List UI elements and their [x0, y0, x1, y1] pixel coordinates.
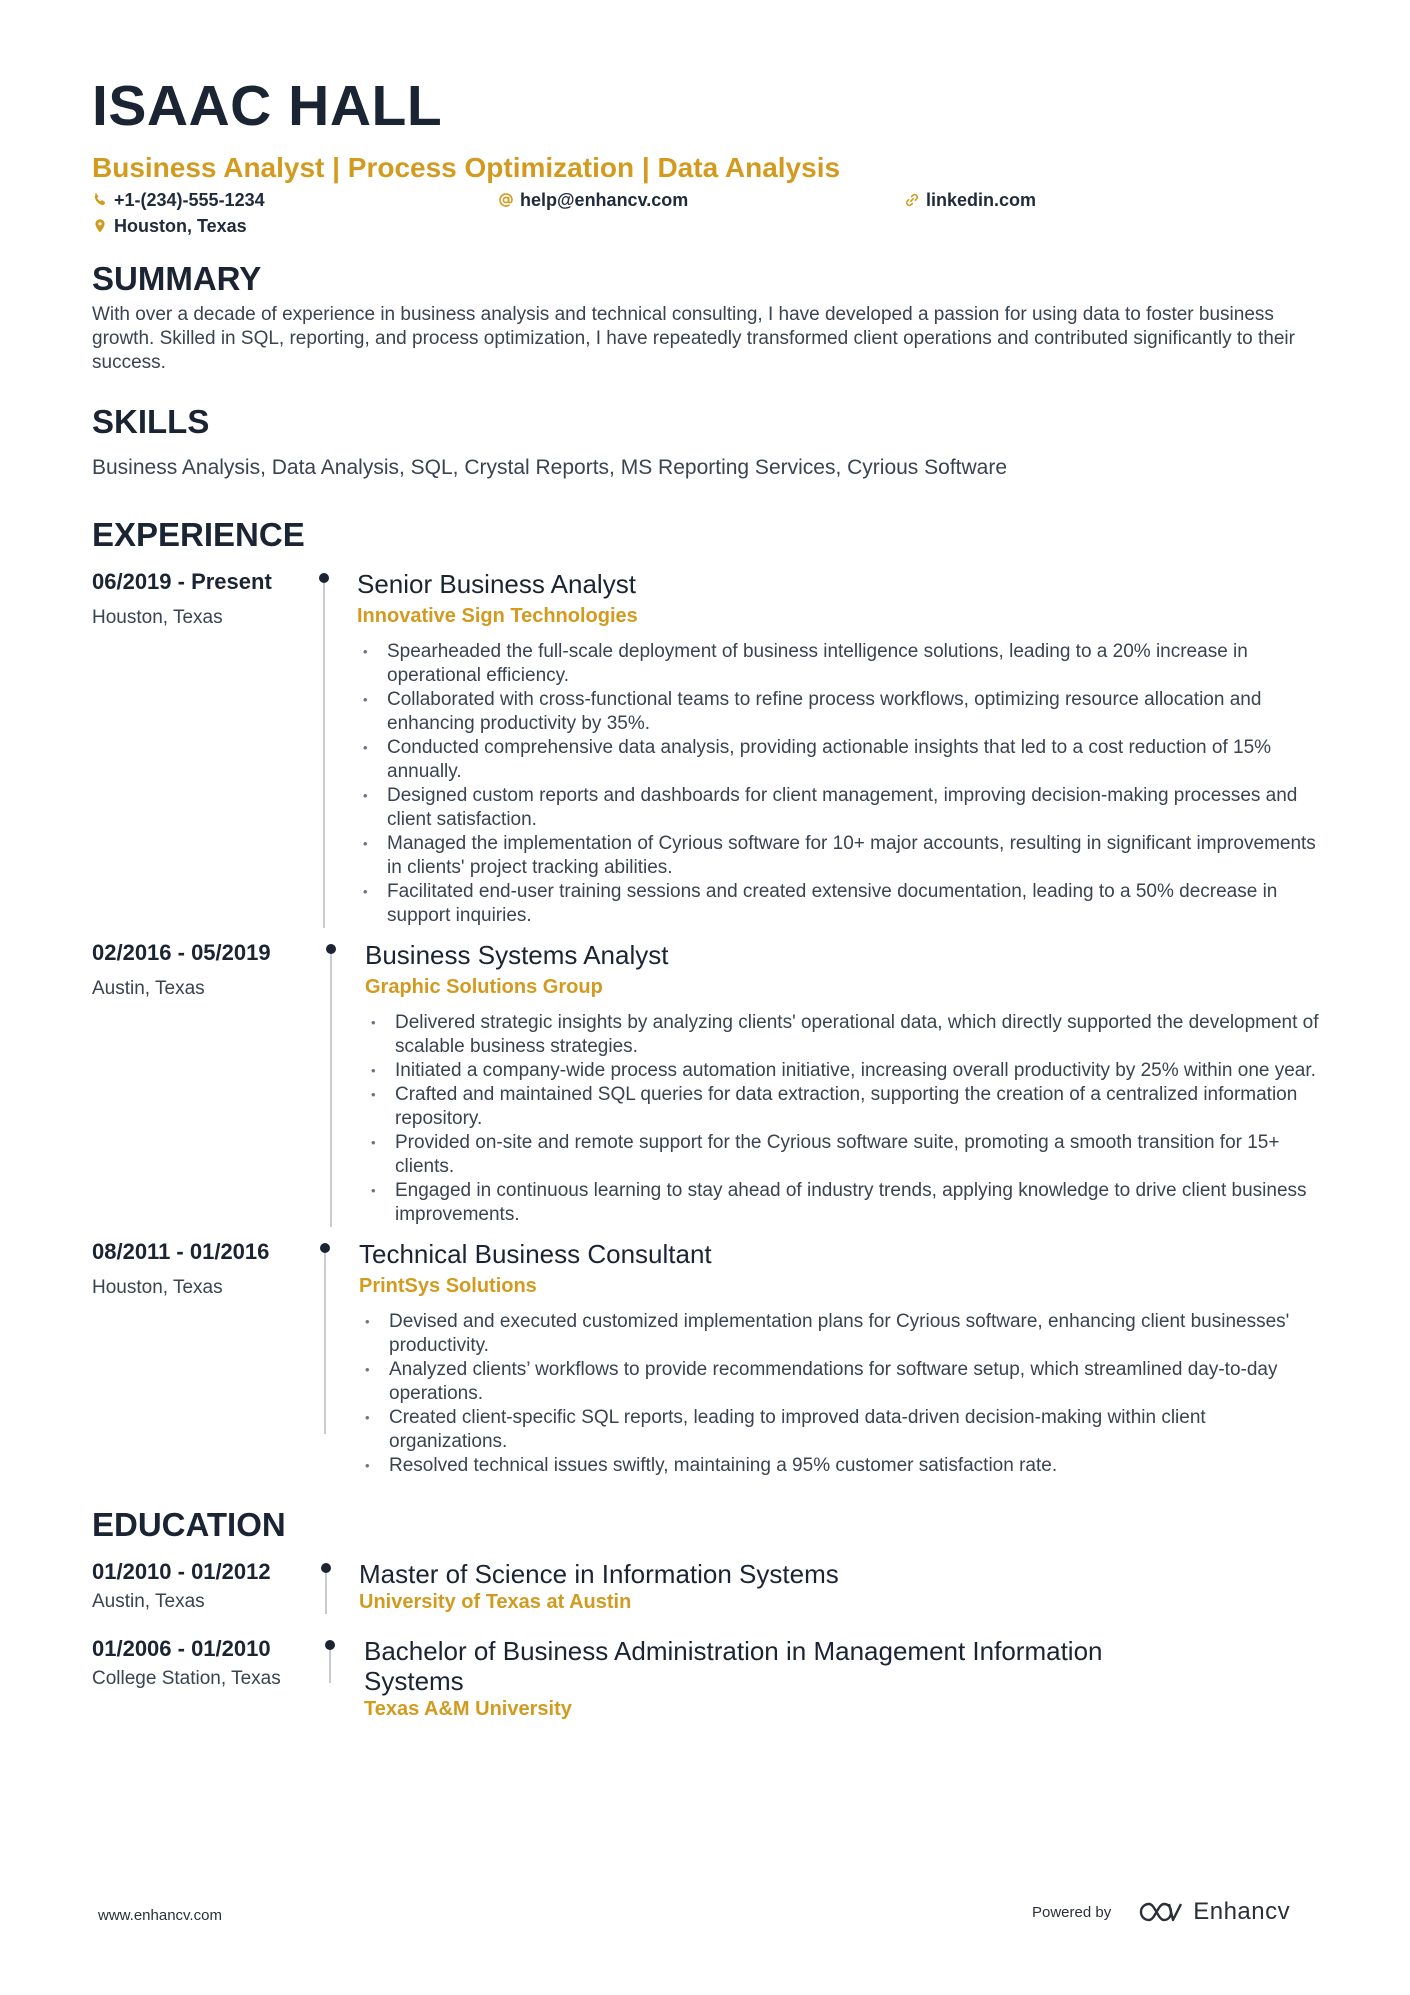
- entry-date: 01/2006 - 01/2010: [92, 1635, 271, 1661]
- summary-section: [92, 259, 1322, 375]
- skills-text: Business Analysis, Data Analysis, SQL, Crystal Reports, MS Reporting Services, Cyrious Software: [92, 455, 1008, 479]
- candidate-title: Business Analyst | Process Optimization | Data Analysis: [92, 152, 841, 183]
- experience-entry: [92, 569, 1322, 928]
- entry-body: [312, 940, 1322, 1227]
- entry-location: Austin, Texas: [92, 977, 205, 999]
- bullet-item: • Crafted and maintained SQL queries for data extraction, supporting the creation of a centralized information repository.: [365, 1083, 1322, 1131]
- bullet-item: • Analyzed clients’ workflows to provide recommendations for software setup, which streamlined day-to-day operations.: [359, 1358, 1322, 1406]
- entry-meta: [92, 569, 312, 928]
- brand-name: Enhancv: [1193, 1898, 1291, 1925]
- footer-branding: [1032, 1898, 1290, 1926]
- entry-degree: Bachelor of Business Administration in Management Information Systems: [364, 1635, 1103, 1696]
- entry-location: Houston, Texas: [92, 1276, 223, 1298]
- entry-role: Senior Business Analyst: [357, 568, 636, 599]
- phone-text: +1-(234)-555-1234: [114, 189, 265, 210]
- summary-heading: SUMMARY: [92, 259, 262, 297]
- experience-entry: [92, 940, 1322, 1227]
- entry-date: 06/2019 - Present: [92, 568, 272, 594]
- entry-role: Business Systems Analyst: [365, 939, 669, 970]
- entry-bullets: [359, 1310, 1322, 1478]
- resume-content: [92, 74, 1322, 1721]
- at-icon: [498, 192, 514, 208]
- bullet-item: • Conducted comprehensive data analysis, providing actionable insights that led to a cost reduction of 15% annually.: [357, 736, 1322, 784]
- entry-body: [312, 1559, 1322, 1614]
- entry-company: Innovative Sign Technologies: [357, 604, 638, 627]
- contact-linkedin[interactable]: [904, 190, 1036, 211]
- contact-info: [92, 190, 1322, 244]
- entry-school: University of Texas at Austin: [359, 1590, 632, 1613]
- entry-meta: [92, 1239, 312, 1478]
- timeline-dot: [326, 944, 336, 954]
- education-heading: EDUCATION: [92, 1505, 286, 1543]
- education-entry: [92, 1636, 1322, 1721]
- bullet-item: • Collaborated with cross-functional teams to refine process workflows, optimizing resource allocation and enhancing productivity by 35%.: [357, 688, 1322, 736]
- entry-role: Technical Business Consultant: [359, 1238, 712, 1269]
- entry-date: 01/2010 - 01/2012: [92, 1558, 271, 1584]
- email-text: help@enhancv.com: [520, 189, 689, 210]
- experience-entry: [92, 1239, 1322, 1478]
- entry-body: [312, 1636, 1184, 1721]
- entry-location: Houston, Texas: [92, 606, 223, 628]
- entry-location: College Station, Texas: [92, 1667, 281, 1689]
- bullet-item: • Resolved technical issues swiftly, maintaining a 95% customer satisfaction rate.: [359, 1454, 1322, 1478]
- link-icon: [904, 192, 920, 208]
- timeline-line: [330, 948, 332, 1227]
- bullet-item: • Designed custom reports and dashboards for client management, improving decision-making processes and client satisfaction.: [357, 784, 1322, 832]
- entry-company: PrintSys Solutions: [359, 1274, 537, 1297]
- entry-date: 02/2016 - 05/2019: [92, 939, 271, 965]
- bullet-item: • Created client-specific SQL reports, leading to improved data-driven decision-making within client organizations.: [359, 1406, 1322, 1454]
- contact-email[interactable]: [498, 190, 688, 211]
- skills-section: [92, 402, 1322, 480]
- entry-location: Austin, Texas: [92, 1590, 205, 1612]
- entry-body: [312, 569, 1322, 928]
- entry-school: Texas A&M University: [364, 1697, 572, 1720]
- bullet-item: • Spearheaded the full-scale deployment of business intelligence solutions, leading to a 20% increase in operational efficiency.: [357, 640, 1322, 688]
- linkedin-text: linkedin.com: [926, 189, 1037, 210]
- experience-heading: EXPERIENCE: [92, 515, 305, 553]
- timeline-line: [324, 1247, 326, 1434]
- bullet-item: • Devised and executed customized implementation plans for Cyrious software, enhancing client businesses' productivity.: [359, 1310, 1322, 1358]
- entry-degree: Master of Science in Information Systems: [359, 1558, 839, 1589]
- bullet-item: • Managed the implementation of Cyrious software for 10+ major accounts, resulting in significant improvements in clients' project tracking abilities.: [357, 832, 1322, 880]
- candidate-name: ISAAC HALL: [92, 74, 443, 138]
- bullet-item: • Provided on-site and remote support for the Cyrious software suite, promoting a smooth transition for 15+ clients.: [365, 1131, 1322, 1179]
- enhancv-logo[interactable]: [1137, 1898, 1290, 1926]
- entry-date: 08/2011 - 01/2016: [92, 1238, 270, 1264]
- entry-body: [312, 1239, 1322, 1478]
- bullet-item: • Delivered strategic insights by analyzing clients' operational data, which directly supported the development of scalable business strategies.: [365, 1011, 1322, 1059]
- experience-section: [92, 515, 1322, 1478]
- education-section: [92, 1505, 1322, 1721]
- powered-by-text: Powered by: [1032, 1903, 1112, 1921]
- timeline-line: [323, 577, 325, 928]
- phone-icon: [92, 192, 108, 208]
- footer-website[interactable]: www.enhancv.com: [98, 1907, 222, 1924]
- bullet-item: • Engaged in continuous learning to stay ahead of industry trends, applying knowledge to drive client business improvements.: [365, 1179, 1322, 1227]
- bullet-item: • Facilitated end-user training sessions and created extensive documentation, leading to a 50% decrease in support inquiries.: [357, 880, 1322, 928]
- timeline-dot: [320, 1243, 330, 1253]
- bullet-item: • Initiated a company-wide process automation initiative, increasing overall productivity by 25% within one year.: [365, 1059, 1322, 1083]
- location-pin-icon: [92, 218, 108, 234]
- summary-text: With over a decade of experience in business analysis and technical consulting, I have developed a passion for using data to foster business growth. Skilled in SQL, reporting, and process optimization, I have repeatedly transformed client operations and contributed significantly to their success.: [92, 303, 1295, 373]
- entry-bullets: [365, 1011, 1322, 1227]
- timeline-dot: [325, 1640, 335, 1650]
- entry-meta: [92, 940, 312, 1227]
- timeline-dot: [319, 573, 329, 583]
- timeline-line: [325, 1567, 327, 1614]
- skills-heading: SKILLS: [92, 402, 210, 440]
- entry-company: Graphic Solutions Group: [365, 975, 603, 998]
- enhancv-logo-icon: [1137, 1899, 1185, 1925]
- location-text: Houston, Texas: [114, 215, 247, 236]
- education-entry: [92, 1559, 1322, 1614]
- contact-location: [92, 216, 247, 237]
- timeline-dot: [321, 1563, 331, 1573]
- contact-phone: [92, 190, 265, 211]
- entry-meta: [92, 1559, 312, 1614]
- entry-meta: [92, 1636, 312, 1721]
- entry-bullets: [357, 640, 1322, 928]
